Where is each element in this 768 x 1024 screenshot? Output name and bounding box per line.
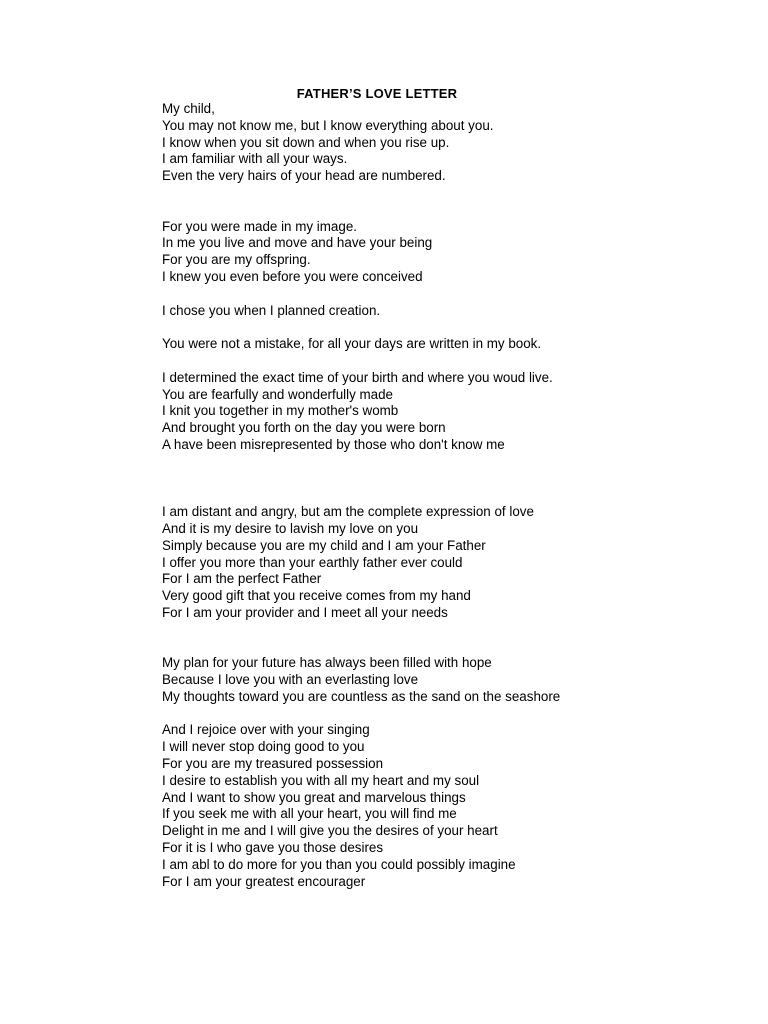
letter-line: I am familiar with all your ways. (162, 151, 348, 167)
stanza (162, 655, 722, 705)
letter-line: I chose you when I planned creation. (162, 302, 381, 318)
letter-line: Delight in me and I will give you the desires of your heart (162, 823, 498, 839)
stanza (162, 504, 722, 622)
stanza-gap (162, 319, 722, 336)
letter-line: You were not a mistake, for all your days are written in my book. (162, 336, 542, 352)
letter-line: In me you live and move and have your being (162, 235, 433, 251)
letter-line: For I am your greatest encourager (162, 873, 366, 889)
letter-line: And brought you forth on the day you were born (162, 420, 446, 436)
letter-line: I knew you even before you were conceived (162, 268, 423, 284)
letter-line: I knit you together in my mother's womb (162, 403, 399, 419)
stanza (162, 370, 722, 454)
letter-line: For it is I who gave you those desires (162, 840, 384, 856)
letter-line: And it is my desire to lavish my love on you (162, 520, 419, 536)
stanza (162, 101, 722, 185)
letter-line: And I want to show you great and marvelous things (162, 789, 466, 805)
letter-line: If you seek me with all your heart, you will find me (162, 806, 457, 822)
stanza (162, 219, 722, 286)
letter-line: For you are my treasured possession (162, 756, 384, 772)
stanza-gap (162, 487, 722, 504)
letter-line: Because I love you with an everlasting love (162, 672, 419, 688)
letter-line: A have been misrepresented by those who don't know me (162, 436, 505, 452)
letter-line: For I am your provider and I meet all your needs (162, 604, 448, 620)
letter-line: And I rejoice over with your singing (162, 722, 370, 738)
letter-line: Simply because you are my child and I am your Father (162, 537, 486, 553)
stanza-gap (162, 622, 722, 656)
stanza-gap (162, 706, 722, 723)
letter-body (162, 101, 722, 890)
letter-line: Very good gift that you receive comes from my hand (162, 588, 471, 604)
letter-line: I am distant and angry, but am the complete expression of love (162, 504, 534, 520)
letter-line: For I am the perfect Father (162, 571, 322, 587)
letter-line: My thoughts toward you are countless as the sand on the seashore (162, 688, 561, 704)
letter-line: Even the very hairs of your head are numbered. (162, 168, 446, 184)
letter-line: You are fearfully and wonderfully made (162, 386, 394, 402)
letter-line: I determined the exact time of your birth and where you woud live. (162, 369, 553, 385)
letter-line: For you are my offspring. (162, 252, 311, 268)
letter-line: I offer you more than your earthly father ever could (162, 554, 463, 570)
stanza-gap (162, 454, 722, 488)
stanza (162, 303, 722, 320)
stanza (162, 336, 722, 353)
letter-line: I am abl to do more for you than you could possibly imagine (162, 856, 516, 872)
stanza (162, 722, 722, 890)
letter-line: I will never stop doing good to you (162, 739, 365, 755)
letter-line: You may not know me, but I know everything about you. (162, 117, 494, 133)
stanza-gap (162, 353, 722, 370)
stanza-gap (162, 286, 722, 303)
letter-line: For you were made in my image. (162, 218, 357, 234)
letter-title: FATHER’S LOVE LETTER (296, 86, 458, 101)
letter-line: I know when you sit down and when you rise up. (162, 134, 450, 150)
letter-line: I desire to establish you with all my heart and my soul (162, 772, 480, 788)
letter-line: My child, (162, 101, 215, 116)
stanza-gap (162, 185, 722, 219)
letter-line: My plan for your future has always been filled with hope (162, 655, 492, 671)
